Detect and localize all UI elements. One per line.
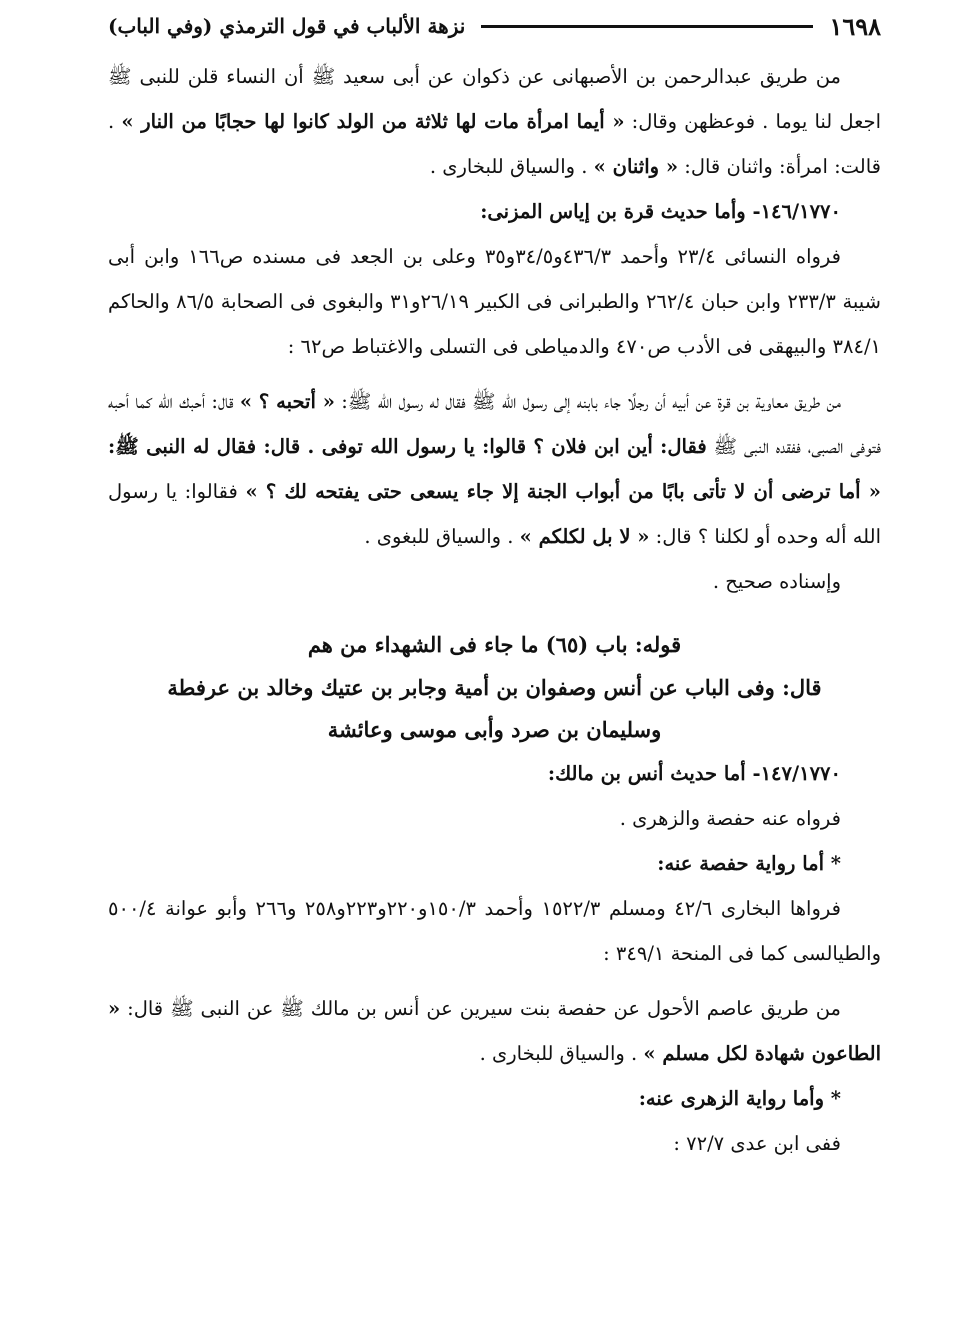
running-title: نزهة الألباب في قول الترمذي (وفي الباب) <box>108 14 466 38</box>
text-run: فرواها البخارى ٤٢/٦ ومسلم ١٥٢٢/٣ وأحمد ١٥٠/٣و٢٢٠و٢٢٣و٢٥٨ و٢٦٦ وأبو عوانة ٥٠٠/٤ والطيالسى كما فى المنحة ٣٤٩/١ : <box>108 897 881 965</box>
hadith-quote: « الطاعون شهادة لكل مسلم » <box>108 997 881 1065</box>
section-heading: * أما رواية حفصة عنه: <box>657 852 841 875</box>
page-number: ١٦٩٨ <box>829 11 881 41</box>
text-run: . والسياق للبغوى . <box>364 525 520 548</box>
section-heading: * وأما رواية الزهرى عنه: <box>638 1087 841 1110</box>
chapter-statement-line: قال: وفى الباب عن أنس وصفوان بن أمية وجابر بن عتيك وخالد بن عرفطة <box>167 675 822 700</box>
text-run: فرواه عنه حفصة والزهرى . <box>619 807 841 830</box>
paragraph <box>108 54 881 189</box>
paragraph <box>108 1121 881 1166</box>
text-run: . قالت: امرأة: واثنان قال: <box>108 110 881 178</box>
page-body <box>108 54 881 1166</box>
paragraph <box>108 559 881 604</box>
text-run: قال: أحبك الله كما أحبه فتوفى الصبى، ففقده النبى ﷺ <box>108 390 881 458</box>
chapter-statement-line: وسليمان بن صرد وأبى موسى وعائشة <box>327 717 662 742</box>
paragraph <box>108 379 881 559</box>
text-run: فقالوا: يا رسول الله أله وحده أو لكلنا ؟ قال: <box>108 480 881 548</box>
hadith-quote: « أيما امرأة مات لها ثلاثة من الولد كانوا لها حجابًا من النار » <box>121 110 625 133</box>
text-run: من طريق عاصم الأحول عن حفصة بنت سيرين عن أنس بن مالك ﷺ عن النبى ﷺ قال: <box>120 997 841 1020</box>
text-run: ففى ابن عدى ٧٢/٧ : <box>673 1132 841 1155</box>
text-run: من طريق عبدالرحمن بن الأصبهانى عن ذكوان عن أبى سعيد ﷺ أن النساء قلن للنبى ﷺ اجعل لنا يوما . فوعظهن وقال: <box>108 65 882 133</box>
text-run: . والسياق للبخارى . <box>479 1042 644 1065</box>
hadith-quote: « واثنان » <box>593 155 679 178</box>
paragraph <box>108 986 881 1076</box>
paragraph <box>108 886 881 976</box>
text-run: فرواه النسائى ٢٣/٤ وأحمد ٤٣٦/٣و٣٤/٥و٣٥ وعلى بن الجعد فى مسنده ص١٦٦ وابن أبى شيبة ٢٣٣/٣ وابن حبان ٢٦٢/٤ والطبرانى فى الكبير ٢٦/١٩و٣١ والبغوى فى الصحابة ٨٦/٥ والحاكم ٣٨٤/١ والبيهقى فى الأدب ص٤٧٠ والدمياطى فى التسلى والاغتباط ص٦٢ : <box>108 245 882 358</box>
header-rule <box>481 25 813 28</box>
hadith-quote: « أتحبه ؟ » <box>239 390 335 413</box>
text-run: وإسناده صحيح . <box>712 570 841 593</box>
hadith-quote: « لا بل لكلكم » <box>519 525 650 548</box>
page-header <box>108 6 881 46</box>
chapter-title: قوله: باب (٦٥) ما جاء فى الشهداء من هم <box>307 632 682 657</box>
text-run: . والسياق للبخارى . <box>429 155 594 178</box>
paragraph <box>108 796 881 841</box>
section-heading: ١٤٧/١٧٧٠- أما حديث أنس بن مالك: <box>547 762 841 785</box>
section-heading: ١٤٦/١٧٧٠- وأما حديث قرة بن إياس المزنى: <box>480 200 841 223</box>
hadith-quote: فقال: أين ابن فلان ؟ قالوا: يا رسول الله توفى . قال: فقال له النبى ﷺ: « أما ترضى أن لا تأتى بابًا من أبواب الجنة إلا جاء يسعى حتى يفتحه لك ؟ » <box>108 435 881 503</box>
text-run: من طريق معاوية بن قرة عن أبيه أن رجلًا جاء بابنه إلى رسول الله ﷺ فقال له رسول الله ﷺ: <box>334 390 841 413</box>
paragraph <box>108 234 881 369</box>
